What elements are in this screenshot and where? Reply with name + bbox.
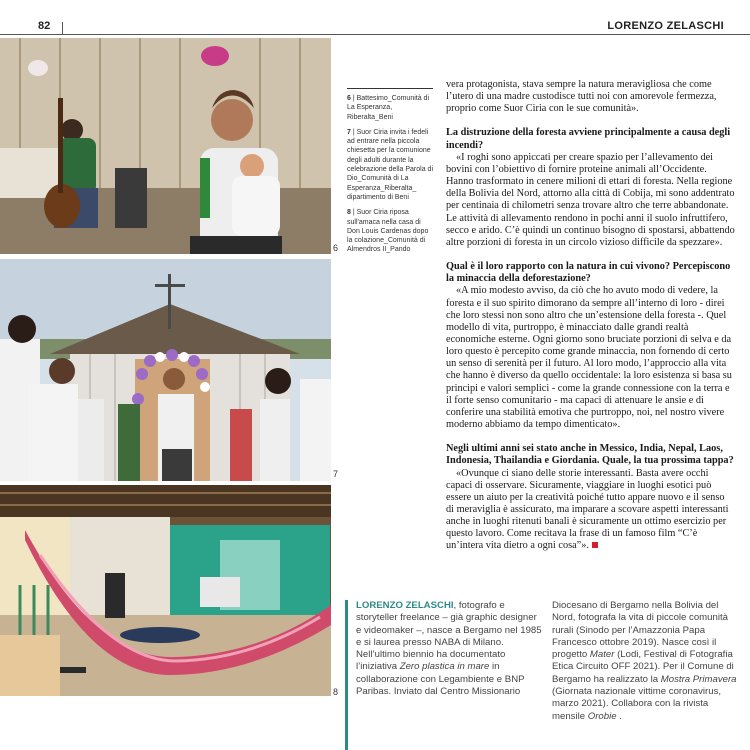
article-intro: vera protagonista, stava sempre la natura meravigliosa che come l’utero di una madre custodisce tutti noi con amorevole fermezza, proprio come Suor Ciria con le sue comunità».: [446, 79, 717, 115]
photo-number-8: 8: [333, 687, 339, 697]
caption-7: 7 | Suor Ciria invita i fedeli ad entrare nella piccola chiesetta per la comunione degli adulti durante la celebrazione della Parola di Dio_Comunità di La Esperanza_Riberalta_ dipartimento di Beni: [347, 128, 433, 201]
header-author: LORENZO ZELASCHI: [607, 20, 724, 32]
author-bio-col-2: Diocesano di Bergamo nella Bolivia del Nord, fotografa la vita di piccole comunità rurali (Sinodo per l’Amazzonia Papa Francesco ottobre 2019). Nasce così il progetto Mater (Lodi, Festival di Fotografia Etica Circuito OFF 2021). Per il Comune di Bergamo ha realizzato la Mostra Primavera (Giornata nazionale vittime coronavirus, marzo 2021). Collabora con la rivista mensile Orobie .: [552, 600, 737, 722]
question-1: La distruzione della foresta avviene principalmente a causa degli incendi?: [446, 127, 731, 151]
answer-3: «Ovunque ci siano delle storie interessanti. Basta avere occhi capaci di osservare. Sicuramente, viaggiare in luoghi esotici può essere un aiuto per la creatività poiché tutto appare nuovo e il senso di meraviglia è assicurato, ma imparare a scovare aspetti interessanti anche in luoghi ritenuti banali è sicuramente un ottimo esercizio per questo lavoro. Come recitava la frase di un famoso film “C’è un’intera vita dietro a ogni cosa”».: [446, 467, 729, 552]
article-body: [446, 79, 735, 553]
answer-2: «A mio modesto avviso, da ciò che ho avuto modo di vedere, la foresta e il suo spirito dimorano da sempre all’interno di loro - direi che loro stessi non sono altro che un’estensione della foresta -. Quel modello di vita, purtroppo, è minacciato dalle grandi realtà economiche esterne. Ogni giorno sono bruciate porzioni di selva e da loro questo è percepito come grande minaccia, non fornendo di certo un senso di serenità per il futuro. Al loro modo, l’approccio alla vita che hanno è diverso da quello occidentale: la loro esistenza si basa su principi e valori semplici - come la grande connessione con la terra e il forte senso comunitario - ma capaci di attenuare le ansie e di conferire una stabilità emotiva che purtroppo, noi, nel nostro vivere moderno abbiamo da tempo dimenticato».: [446, 285, 732, 431]
photo-hammock: [0, 485, 331, 696]
photo-captions: [347, 88, 433, 261]
question-3: Negli ultimi anni sei stato anche in Messico, India, Nepal, Laos, Indonesia, Thailandia e Giordania. Quale, la tua prossima tappa?: [446, 443, 734, 467]
author-bio-col-1: LORENZO ZELASCHI, fotografo e storyteller freelance – già graphic designer e videomaker –, nasce a Bergamo nel 1985 e si laurea presso NABA di Milano. Nell’ultimo biennio ha documentato l’iniziativa Zero plastica in mare in collaborazione con Legambiente e BNP Paribas. Inviato dal Centro Missionario: [356, 600, 542, 698]
answer-1: «I roghi sono appiccati per creare spazio per l’allevamento dei bovini con l’obiettivo di fornire proteine animali all’Occidente. Hanno trasformato in cenere milioni di ettari di foresta. Nella regione della Bolivia del Nord, attorno alla città di Cobija, mi sono addentrato per centinaia di chilometri senza trovare altro che terre abbandonate. Le attività di allevamento rendono in pochi anni il suolo infruttifero, secco e arido. C’è quindi un continuo bisogno di spostarsi, abbattendo altre porzioni di foresta in un circolo vizioso difficile da spezzare».: [446, 151, 735, 248]
end-mark-icon: [592, 542, 598, 548]
photo-number-7: 7: [333, 469, 339, 479]
bio-accent-bar: [345, 600, 348, 750]
photo-baptism: [0, 38, 331, 254]
caption-6: 6 | Battesimo_Comunità di La Esperanza, Riberalta_Beni: [347, 95, 429, 121]
page-number: 82: [38, 20, 51, 32]
photo-church-celebration: [0, 259, 331, 481]
photo-number-6: 6: [333, 243, 339, 253]
question-2: Qual è il loro rapporto con la natura in cui vivono? Percepiscono la minaccia della deforestazione?: [446, 261, 731, 285]
bio-name: LORENZO ZELASCHI: [356, 600, 454, 611]
caption-8: 8 | Suor Ciria riposa sull'amaca nella casa di Don Louis Cardenas dopo la colazione_Comunità di Almendros II_Pando: [347, 209, 429, 254]
header-rule: [0, 34, 750, 35]
